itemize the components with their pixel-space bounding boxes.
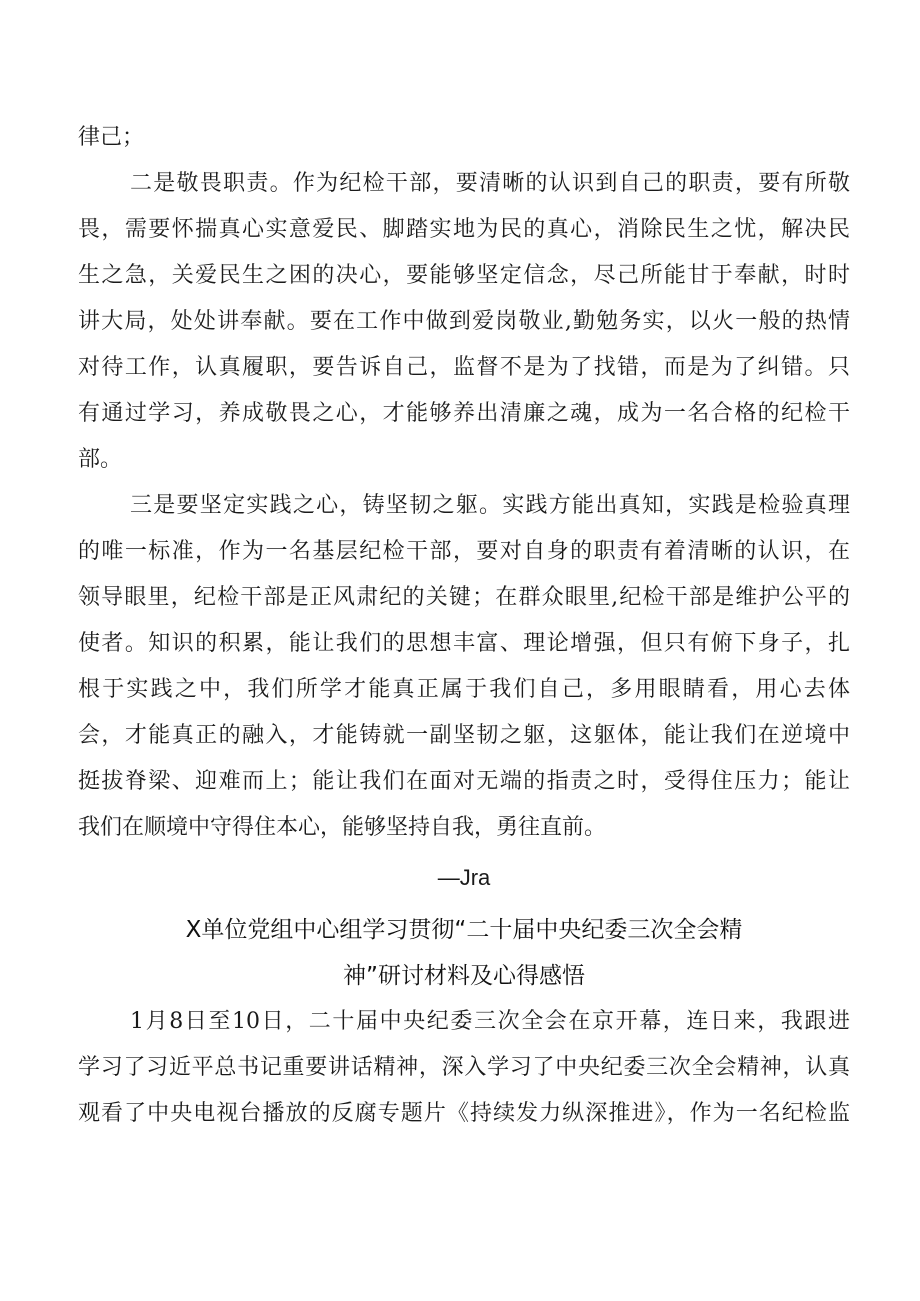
text-line: 使者。知识的积累，能让我们的思想丰富、理论增强，但只有俯下身子，扎 (78, 631, 850, 656)
text-line: 的唯一标准，作为一名基层纪检干部，要对自身的职责有着清晰的认识，在 (78, 539, 850, 564)
text-line: 畏，需要怀揣真心实意爱民、脚踏实地为民的真心，消除民生之忧，解决民 (78, 217, 850, 242)
text-line: 挺拔脊梁、迎难而上；能让我们在面对无端的指责之时，受得住压力；能让 (78, 769, 850, 794)
paragraph-intro (78, 999, 850, 1137)
author-signature: —Jra (437, 865, 491, 890)
text-line: 1月8日至10日，二十届中央纪委三次全会在京开幕，连日来，我跟进 (130, 1009, 850, 1034)
text-line: 部。 (78, 447, 123, 472)
text-line: 学习了习近平总书记重要讲话精神，深入学习了中央纪委三次全会精神，认真 (78, 1055, 850, 1080)
paragraph-continuation: 律己； (78, 125, 145, 150)
text-line: 会，才能真正的融入，才能铸就一副坚韧之躯，这躯体，能让我们在逆境中 (78, 723, 850, 748)
text-line: 根于实践之中，我们所学才能真正属于我们自己，多用眼睛看，用心去体 (78, 677, 850, 702)
document-title (78, 907, 850, 999)
title-line: 神”研讨材料及心得感悟 (343, 963, 585, 989)
text-line: 有通过学习，养成敬畏之心，才能够养出清廉之魂，成为一名合格的纪检干 (78, 401, 850, 426)
text-line: 生之急，关爱民生之困的决心，要能够坚定信念，尽己所能甘于奉献，时时 (78, 263, 850, 288)
text-line: 讲大局，处处讲奉献。要在工作中做到爱岗敬业,勤勉务实，以火一般的热情 (78, 309, 850, 334)
text-line: 三是要坚定实践之心，铸坚韧之躯。实践方能出真知，实践是检验真理 (130, 493, 850, 518)
document-page (78, 115, 850, 1137)
text-line: 观看了中央电视台播放的反腐专题片《持续发力纵深推进》，作为一名纪检监 (78, 1101, 850, 1126)
paragraph-practice (78, 483, 850, 851)
text-line: 二是敬畏职责。作为纪检干部，要清晰的认识到自己的职责，要有所敬 (130, 171, 850, 196)
paragraph-respect-duty (78, 161, 850, 483)
text-line: 领导眼里，纪检干部是正风肃纪的关键；在群众眼里,纪检干部是维护公平的 (78, 585, 850, 610)
text-line: 我们在顺境中守得住本心，能够坚持自我，勇往直前。 (78, 815, 607, 840)
text-line: 对待工作，认真履职，要告诉自己，监督不是为了找错，而是为了纠错。只 (78, 355, 850, 380)
title-line: X单位党组中心组学习贯彻“二十届中央纪委三次全会精 (185, 917, 743, 943)
